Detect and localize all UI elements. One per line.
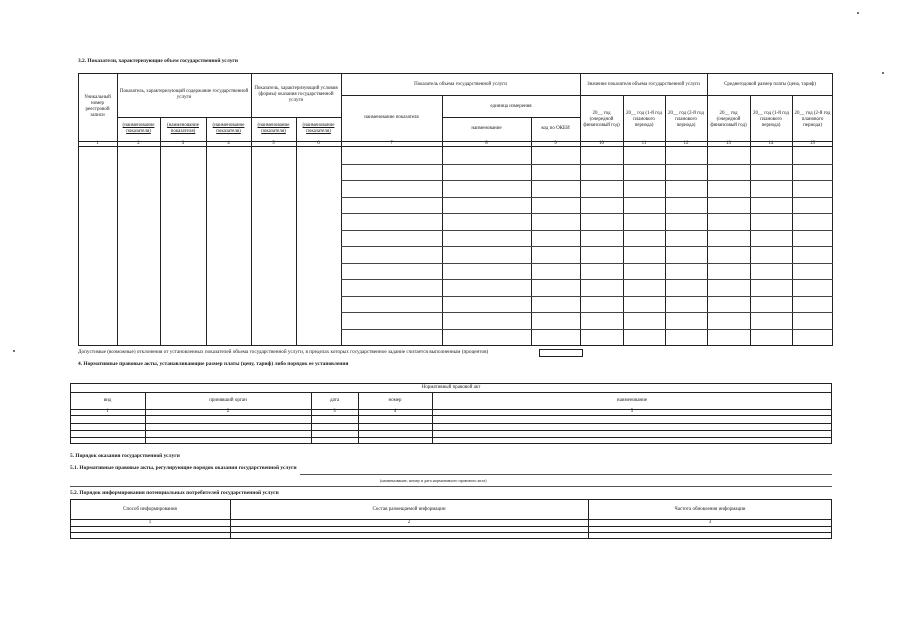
col-volume-values: Значение показателя объема государственной услуги — [587, 82, 700, 87]
info-col-num-2: 2 — [407, 519, 411, 525]
table-row-line — [341, 329, 833, 330]
table-row-line — [341, 230, 833, 231]
table-row-line — [341, 246, 833, 247]
col-conditions: Показатель, характеризующий условия (формы) оказания государственной услуги — [254, 86, 338, 103]
table-row-line — [341, 197, 833, 198]
sub-name-indicator-4: (наименование показателя) — [212, 123, 245, 134]
col-num-10: 10 — [599, 140, 604, 146]
col-num-2: 2 — [137, 140, 140, 146]
sub-name-indicator-2: (наименование показателя) — [122, 123, 155, 134]
col-act-name: наименование — [616, 398, 648, 403]
act-col-num-1: 1 — [106, 409, 109, 414]
col-unique-number: Уникальный номер реестровой записи — [84, 95, 111, 118]
col-num-14: 14 — [768, 140, 774, 146]
sub-name-indicator-6: (наименование показателя) — [302, 123, 335, 134]
year-plan2-fee: 20__ год (2-й год планового периода) — [794, 111, 831, 128]
col-num-13: 13 — [726, 140, 731, 146]
table-row-line — [341, 164, 833, 165]
section-5-1-heading: 5.1. Нормативные правовые акты, регулирующие порядок оказания государственной услуги — [70, 465, 297, 471]
col-act-authority: принявший орган — [209, 398, 247, 403]
col-info-frequency: Частота обновления информации — [674, 506, 746, 512]
year-plan1-volume: 20__ год (1-й год планового периода) — [626, 111, 662, 128]
year-current-fee: 20__ год (очередной финансовый год) — [710, 111, 747, 128]
normative-act-group-header: Нормативный правовой акт — [421, 385, 481, 390]
deviation-note: Допустимые (возможные) отклонения от установленных показателей объема государственной услуги, в пределах которых государственное задание считается выполненным (процентов) — [78, 349, 489, 355]
col-num-5: 5 — [272, 140, 275, 146]
sub-unit: единица измерения — [490, 104, 532, 109]
col-num-7: 7 — [390, 140, 393, 146]
col-volume: Показатель объема государственной услуги — [414, 82, 507, 87]
table-row-line — [341, 296, 833, 297]
col-num-11: 11 — [641, 140, 647, 146]
col-num-4: 4 — [227, 140, 230, 146]
table-row-line — [341, 312, 833, 313]
table-row-line — [341, 279, 833, 280]
col-num-6: 6 — [317, 140, 320, 146]
col-act-number: номер — [388, 398, 402, 403]
col-avg-fee: Среднегодовой размер платы (цена, тариф) — [724, 82, 816, 87]
year-plan1-fee: 20__ год (1-й год планового периода) — [753, 111, 789, 128]
col-info-method: Способ информирования — [123, 506, 177, 512]
section-3-2-heading: 3.2. Показатели, характеризующие объем государственной услуги — [78, 58, 238, 64]
sub-name-indicator-3: (наименование показателя) — [167, 123, 199, 134]
col-content: Показатель, характеризующий содержание государственной услуги — [119, 89, 249, 100]
col-num-1: 1 — [96, 140, 99, 146]
act-col-num-4: 4 — [393, 409, 397, 414]
col-info-content: Состав размещаемой информации — [372, 506, 446, 512]
deviation-input[interactable] — [539, 349, 583, 357]
sub-okei: код по ОКЕИ — [541, 126, 570, 131]
act-col-num-5: 5 — [630, 409, 634, 414]
col-num-15: 15 — [810, 140, 815, 146]
sub-indicator-name: наименование показателя — [364, 115, 419, 120]
table-row-line — [341, 263, 833, 264]
section-5-heading: 5. Порядок оказания государственной услуги — [70, 453, 180, 459]
info-col-num-3: 3 — [708, 519, 712, 525]
info-col-num-1: 1 — [148, 519, 152, 525]
year-current-volume: 20__ год (очередной финансовый год) — [583, 111, 620, 128]
section-5-1-caption: (наименование, номер и дата нормативного правового акта) — [380, 478, 487, 483]
sub-unit-name: наименование — [471, 126, 502, 131]
table-row-line — [341, 180, 833, 181]
col-num-8: 8 — [485, 140, 488, 146]
section-4-heading: 4. Нормативные правовые акты, устанавливающие размер платы (цену, тариф) либо порядок ее установления — [78, 361, 349, 367]
act-col-num-2: 2 — [226, 409, 230, 414]
col-act-date: дата — [329, 398, 340, 403]
scan-speck — [13, 350, 15, 352]
scan-speck — [882, 72, 884, 74]
section-5-2-heading: 5.2. Порядок информирования потенциальных потребителей государственной услуги — [70, 490, 279, 496]
col-act-type: вид — [103, 398, 112, 403]
col-num-3: 3 — [181, 140, 185, 146]
year-plan2-volume: 20__ год (2-й год планового периода) — [668, 111, 704, 128]
act-col-num-3: 3 — [333, 409, 336, 414]
col-num-12: 12 — [683, 140, 689, 146]
table-row-line — [341, 213, 833, 214]
col-num-9: 9 — [554, 140, 557, 146]
sub-name-indicator-5: (наименование показателя) — [257, 123, 290, 134]
scan-speck — [857, 12, 859, 14]
